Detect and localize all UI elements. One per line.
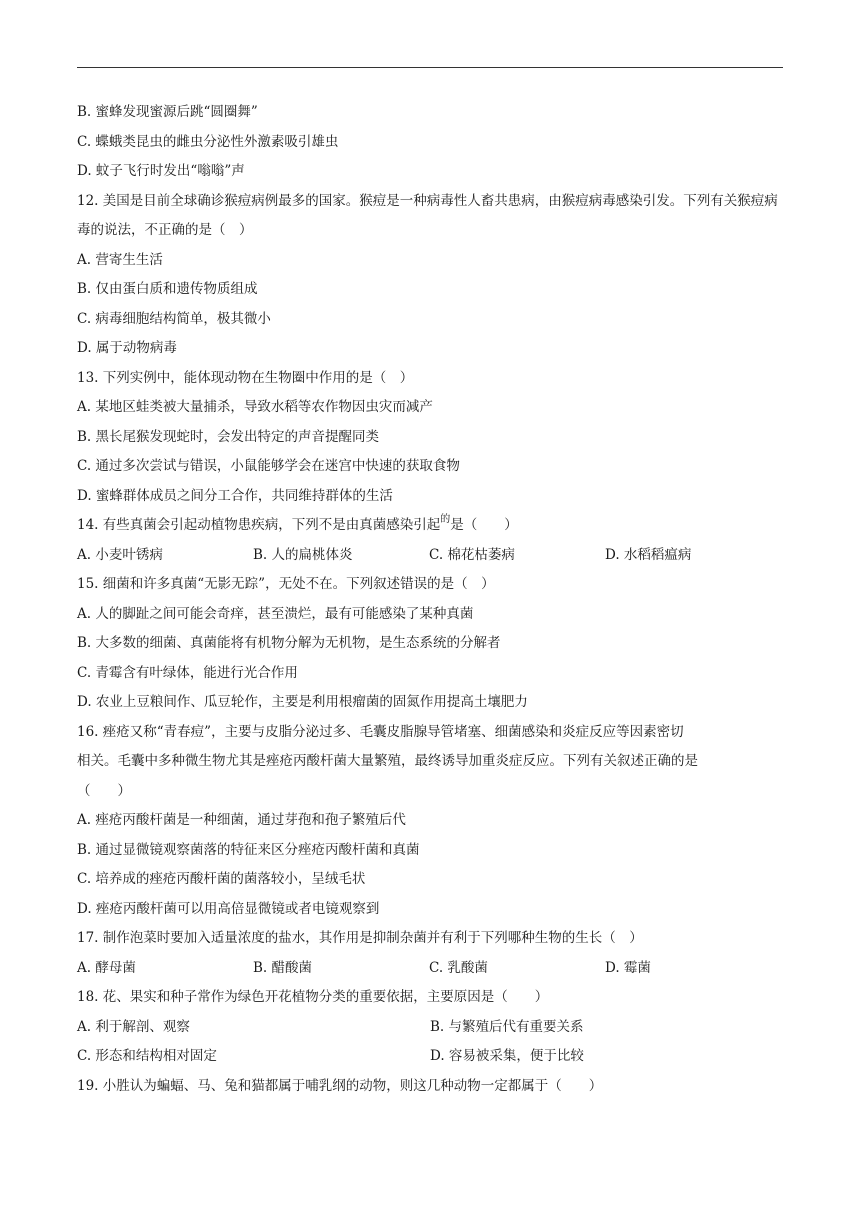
q15-option-c: C. 青霉含有叶绿体，能进行光合作用 bbox=[77, 664, 298, 681]
q13-option-a: A. 某地区蛙类被大量捕杀，导致水稻等农作物因虫灾而减产 bbox=[77, 399, 433, 415]
q11-option-b: B. 蜜蜂发现蜜源后跳“圆圈舞” bbox=[77, 104, 258, 120]
q16-option-b: B. 通过显微镜观察菌落的特征来区分痤疮丙酸杆菌和真菌 bbox=[77, 841, 420, 858]
q18-stem: 18. 花、果实和种子常作为绿色开花植物分类的重要依据，主要原因是（ ） bbox=[77, 989, 549, 1005]
q17-option-d: D. 霉菌 bbox=[605, 959, 651, 976]
q17-options-row bbox=[77, 954, 783, 984]
q14-options-row bbox=[77, 541, 783, 571]
q18-options-row-1 bbox=[77, 1013, 783, 1043]
q15-option-a: A. 人的脚趾之间可能会奇痒，甚至溃烂，最有可能感染了某种真菌 bbox=[77, 605, 474, 622]
q16-option-d: D. 痤疮丙酸杆菌可以用高倍显微镜或者电镜观察到 bbox=[77, 900, 380, 917]
q12-option-d: D. 属于动物病毒 bbox=[77, 340, 177, 356]
q14-option-d: D. 水稻稻瘟病 bbox=[605, 546, 692, 563]
q12-option-c: C. 病毒细胞结构简单，极其微小 bbox=[77, 310, 271, 327]
q11-option-d: D. 蚊子飞行时发出“嗡嗡”声 bbox=[77, 163, 245, 179]
exam-page-content bbox=[77, 98, 783, 1101]
q18-options-row-2 bbox=[77, 1042, 783, 1072]
q16-option-c: C. 培养成的痤疮丙酸杆菌的菌落较小，呈绒毛状 bbox=[77, 871, 366, 887]
q14-option-b: B. 人的扁桃体炎 bbox=[253, 546, 353, 563]
q18-option-b: B. 与繁殖后代有重要关系 bbox=[430, 1018, 584, 1035]
q12-option-b: B. 仅由蛋白质和遗传物质组成 bbox=[77, 281, 258, 297]
q14-option-c: C. 棉花枯萎病 bbox=[429, 546, 515, 563]
q14-stem-part-b: 是（ ） bbox=[450, 517, 518, 533]
q18-option-a: A. 利于解剖、观察 bbox=[77, 1018, 190, 1035]
q19-stem: 19. 小胜认为蝙蝠、马、兔和猫都属于哺乳纲的动物，则这几种动物一定都属于（ ） bbox=[77, 1077, 603, 1094]
q17-option-a: A. 酵母菌 bbox=[77, 959, 136, 976]
q16-option-a: A. 痤疮丙酸杆菌是一种细菌，通过芽孢和孢子繁殖后代 bbox=[77, 812, 406, 828]
q13-option-c: C. 通过多次尝试与错误，小鼠能够学会在迷宫中快速的获取食物 bbox=[77, 458, 460, 474]
q16-stem-line-1: 16. 痤疮又称“青春痘”，主要与皮脂分泌过多、毛囊皮脂腺导管堵塞、细菌感染和炎症反应等因素密切 bbox=[77, 723, 684, 740]
q16-stem-line-3: （ ） bbox=[77, 782, 131, 799]
q12-stem: 12. 美国是目前全球确诊猴痘病例最多的国家。猴痘是一种病毒性人畜共患病，由猴痘病毒感染引发。下列有关猴痘病毒的说法，不正确的是（ ） bbox=[77, 192, 778, 238]
q12-option-a: A. 营寄生生活 bbox=[77, 251, 163, 268]
q13-option-d: D. 蜜蜂群体成员之间分工合作，共同维持群体的生活 bbox=[77, 487, 393, 504]
q16-stem-line-2: 相关。毛囊中多种微生物尤其是痤疮丙酸杆菌大量繁殖，最终诱导加重炎症反应。下列有关叙述正确的是 bbox=[77, 753, 698, 769]
q15-stem: 15. 细菌和许多真菌“无影无踪”，无处不在。下列叙述错误的是（ ） bbox=[77, 576, 495, 592]
q15-option-d: D. 农业上豆粮间作、瓜豆轮作，主要是利用根瘤菌的固氮作用提高土壤肥力 bbox=[77, 694, 528, 710]
q13-stem: 13. 下列实例中，能体现动物在生物圈中作用的是（ ） bbox=[77, 369, 414, 386]
q18-option-d: D. 容易被采集，便于比较 bbox=[430, 1048, 584, 1064]
q13-option-b: B. 黑长尾猴发现蛇时，会发出特定的声音提醒同类 bbox=[77, 428, 380, 445]
q17-option-c: C. 乳酸菌 bbox=[429, 959, 488, 976]
q15-option-b: B. 大多数的细菌、真菌能将有机物分解为无机物，是生态系统的分解者 bbox=[77, 635, 501, 651]
q14-stem-superscript: 的 bbox=[440, 514, 451, 525]
q11-option-c: C. 蝶蛾类昆虫的雌虫分泌性外激素吸引雄虫 bbox=[77, 133, 339, 150]
q14-stem bbox=[77, 511, 783, 541]
q17-option-b: B. 醋酸菌 bbox=[253, 959, 313, 976]
header-rule bbox=[77, 67, 783, 68]
q17-stem: 17. 制作泡菜时要加入适量浓度的盐水，其作用是抑制杂菌并有利于下列哪种生物的生长（ ） bbox=[77, 930, 643, 946]
q14-stem-part-a: 14. 有些真菌会引起动植物患疾病，下列不是由真菌感染引起 bbox=[77, 517, 441, 533]
q14-option-a: A. 小麦叶锈病 bbox=[77, 546, 163, 563]
q18-option-c: C. 形态和结构相对固定 bbox=[77, 1048, 217, 1064]
